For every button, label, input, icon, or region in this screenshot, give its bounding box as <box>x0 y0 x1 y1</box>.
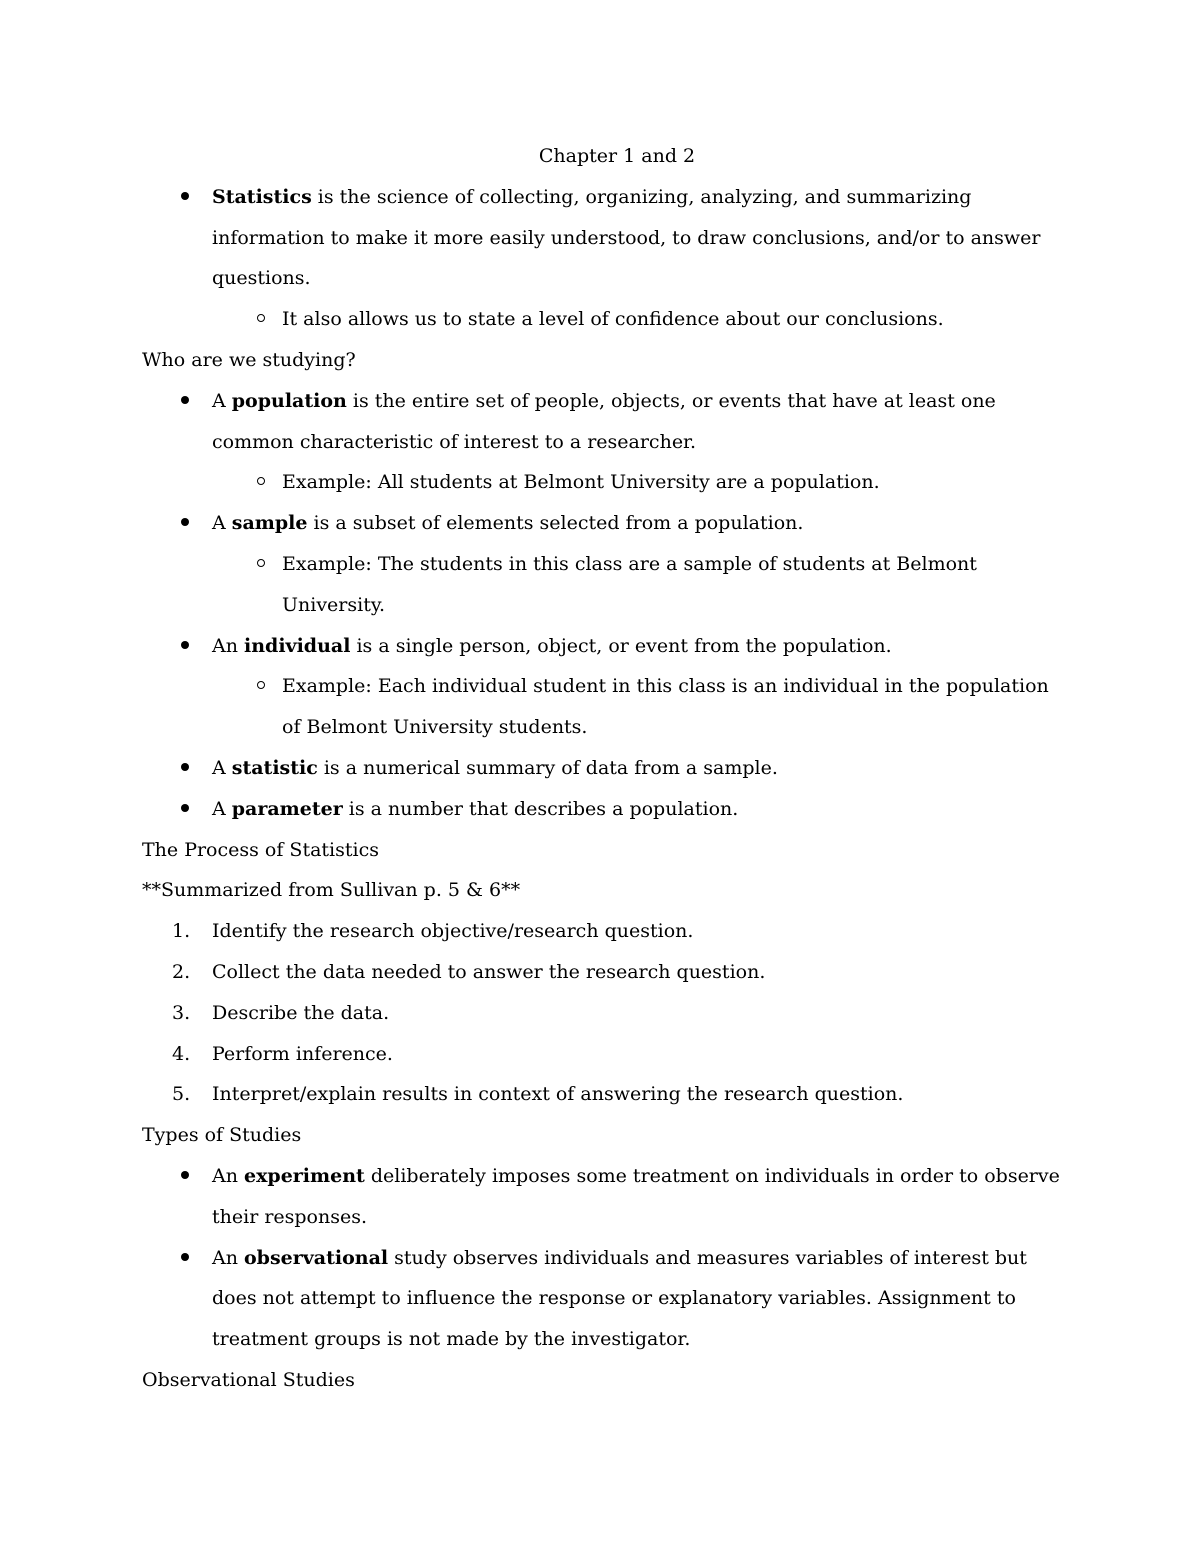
sub-list-container <box>142 666 1072 748</box>
sub-list <box>212 544 1072 626</box>
section-heading-who: Who are we studying? <box>142 348 356 371</box>
bullet-icon <box>175 1238 195 1279</box>
example-text: Example: Each individual student in this class is an individual in the population of Belmont University students. <box>282 675 1049 739</box>
step-text: Describe the data. <box>212 1001 390 1024</box>
step-number: 5. <box>172 1083 191 1106</box>
definition-text: is the science of collecting, organizing, analyzing, and summarizing information to make it more easily understood, to draw conclusions, and/or to answer questions. <box>212 185 1041 290</box>
sub-list-container <box>142 544 1072 626</box>
term-sample: sample <box>231 512 308 535</box>
sub-list <box>212 299 1072 340</box>
types-list <box>142 1156 1072 1360</box>
bullet-icon <box>175 748 195 789</box>
sub-list-container <box>142 462 1072 503</box>
sub-list <box>212 462 1072 503</box>
section-heading-types: Types of Studies <box>142 1124 302 1147</box>
prefix-text: An <box>212 1164 244 1187</box>
definition-text: deliberately imposes some treatment on individuals in order to observe their responses. <box>212 1164 1060 1228</box>
example-text: Example: The students in this class are a sample of students at Belmont University. <box>282 552 977 616</box>
bullet-icon <box>175 789 195 830</box>
prefix-text: An <box>212 1246 244 1269</box>
term-parameter: parameter <box>231 797 343 820</box>
list-item-statistic <box>142 748 1072 789</box>
section-heading-observational: Observational Studies <box>142 1368 355 1391</box>
list-item-step <box>142 993 1072 1034</box>
list-item-step <box>142 911 1072 952</box>
step-number: 4. <box>172 1042 191 1065</box>
document-title: Chapter 1 and 2 <box>538 145 696 167</box>
sub-list-container <box>142 299 1072 340</box>
step-text: Perform inference. <box>212 1042 393 1065</box>
term-experiment: experiment <box>244 1164 365 1187</box>
step-number: 3. <box>172 1001 191 1024</box>
source-note: **Summarized from Sullivan p. 5 & 6** <box>142 879 521 902</box>
term-statistic: statistic <box>231 756 318 779</box>
list-item-observational <box>142 1238 1072 1360</box>
sub-list-item <box>212 666 1072 748</box>
term-population: population <box>231 389 347 412</box>
prefix-text: A <box>212 797 232 820</box>
bullet-icon <box>175 177 195 218</box>
list-item-population <box>142 381 1072 463</box>
step-number: 2. <box>172 960 191 983</box>
list-item-individual <box>142 626 1072 667</box>
document-body <box>142 136 1072 1401</box>
list-item-statistics <box>142 177 1072 299</box>
step-text: Collect the data needed to answer the research question. <box>212 960 766 983</box>
list-item-sample <box>142 503 1072 544</box>
step-number: 1. <box>172 920 191 943</box>
hollow-bullet-icon <box>251 666 271 707</box>
term-individual: individual <box>244 634 351 657</box>
hollow-bullet-icon <box>251 462 271 503</box>
definition-text: is a single person, object, or event from the population. <box>350 634 892 657</box>
prefix-text: An <box>212 634 244 657</box>
step-text: Identify the research objective/research question. <box>212 920 694 943</box>
step-text: Interpret/explain results in context of answering the research question. <box>212 1083 904 1106</box>
prefix-text: A <box>212 512 232 535</box>
definition-text: is a number that describes a population. <box>342 797 739 820</box>
term-statistics: Statistics <box>212 185 312 208</box>
list-item-parameter <box>142 789 1072 830</box>
definition-text: is a subset of elements selected from a population. <box>307 512 804 535</box>
who-list <box>142 381 1072 830</box>
sub-item-text: It also allows us to state a level of confidence about our conclusions. <box>282 308 944 331</box>
prefix-text: A <box>212 389 232 412</box>
list-item-step <box>142 1074 1072 1115</box>
hollow-bullet-icon <box>251 299 271 340</box>
term-observational: observational <box>244 1246 389 1269</box>
intro-list <box>142 177 1072 340</box>
bullet-icon <box>175 1156 195 1197</box>
bullet-icon <box>175 503 195 544</box>
hollow-bullet-icon <box>251 544 271 585</box>
list-item-experiment <box>142 1156 1072 1238</box>
process-steps-list <box>142 911 1072 1115</box>
list-item-step <box>142 1034 1072 1075</box>
sub-list-item <box>212 462 1072 503</box>
bullet-icon <box>175 381 195 422</box>
prefix-text: A <box>212 756 232 779</box>
definition-text: is a numerical summary of data from a sample. <box>317 756 778 779</box>
definition-text: is the entire set of people, objects, or events that have at least one common characteristic of interest to a researcher. <box>212 389 996 453</box>
example-text: Example: All students at Belmont University are a population. <box>282 471 880 494</box>
sub-list-item <box>212 544 1072 626</box>
sub-list-item <box>212 299 1072 340</box>
definition-text: study observes individuals and measures variables of interest but does not attempt to influence the response or explanatory variables. Assignment to treatment groups is not made by the investigator. <box>212 1246 1027 1351</box>
bullet-icon <box>175 626 195 667</box>
section-heading-process: The Process of Statistics <box>142 838 379 861</box>
sub-list <box>212 666 1072 748</box>
list-item-step <box>142 952 1072 993</box>
